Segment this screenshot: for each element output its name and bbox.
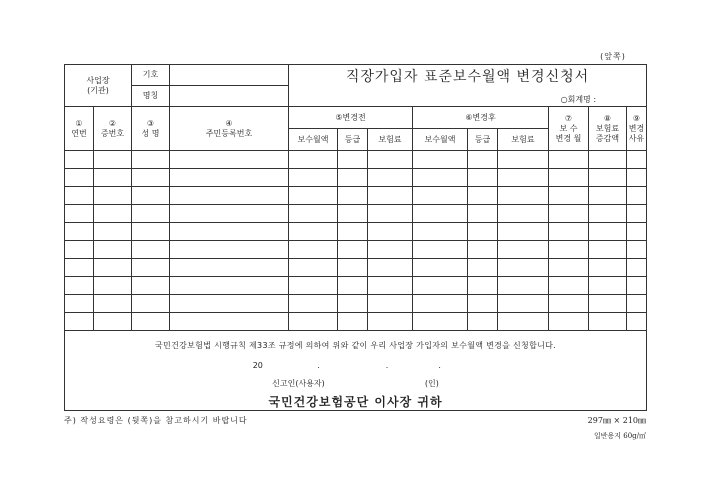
col-reason-label: 변경사유 [628, 123, 645, 143]
col-name-label: 성 명 [141, 128, 160, 138]
col-premium-num: ⑧ [603, 113, 612, 123]
entry-cell[interactable] [65, 205, 94, 223]
entry-cell[interactable] [627, 151, 647, 169]
entry-cell[interactable] [468, 259, 498, 277]
entry-cell[interactable] [65, 241, 94, 259]
name-field[interactable] [170, 86, 289, 107]
entry-cell[interactable] [338, 259, 368, 277]
entry-cell[interactable] [338, 241, 368, 259]
table-row [65, 205, 647, 223]
meeting-label: ○회계명 : [560, 94, 597, 104]
entry-cell[interactable] [65, 277, 94, 295]
entry-cell[interactable] [338, 295, 368, 313]
entry-cell[interactable] [549, 151, 589, 169]
entry-cell[interactable] [589, 151, 627, 169]
name-label: 명칭 [132, 86, 170, 107]
entry-cell[interactable] [468, 295, 498, 313]
entry-cell[interactable] [627, 241, 647, 259]
entry-cell[interactable] [338, 187, 368, 205]
entry-cell[interactable] [338, 313, 368, 331]
entry-cell[interactable] [549, 241, 589, 259]
entry-cell[interactable] [289, 241, 338, 259]
col-card-header [94, 107, 132, 151]
entry-cell[interactable] [468, 241, 498, 259]
date-dot-3: . [438, 361, 441, 370]
entry-cell[interactable] [170, 313, 289, 331]
entry-cell[interactable] [413, 187, 468, 205]
after-salary-header: 보수월액 [413, 129, 468, 151]
entry-cell[interactable] [549, 313, 589, 331]
entry-cell[interactable] [468, 187, 498, 205]
entry-cell[interactable] [132, 223, 170, 241]
col-name-header [132, 107, 170, 151]
workplace-label-cell [65, 65, 132, 107]
entry-cell[interactable] [368, 313, 413, 331]
entry-cell[interactable] [413, 259, 468, 277]
paper-weight: 일반용지 60g/㎡ [593, 432, 646, 440]
entry-cell[interactable] [289, 205, 338, 223]
entry-cell[interactable] [289, 187, 338, 205]
col-premium-label2: 증감액 [595, 133, 620, 143]
entry-cell[interactable] [413, 169, 468, 187]
col-name-num: ③ [146, 118, 155, 128]
entry-cell[interactable] [498, 277, 549, 295]
entry-cell[interactable] [589, 169, 627, 187]
entry-cell[interactable] [170, 259, 289, 277]
col-seq-label: 연번 [71, 128, 87, 138]
after-grade-header: 등급 [468, 129, 498, 151]
entry-cell[interactable] [368, 259, 413, 277]
date-dot-1: . [317, 361, 320, 370]
entry-cell[interactable] [94, 295, 132, 313]
signer-label: 신고인(사용자) [272, 379, 325, 388]
entry-cell[interactable] [498, 223, 549, 241]
entry-cell[interactable] [170, 187, 289, 205]
entry-cell[interactable] [413, 151, 468, 169]
entry-cell[interactable] [338, 205, 368, 223]
entry-cell[interactable] [498, 151, 549, 169]
workplace-sub-label: (기관) [87, 85, 109, 95]
entry-cell[interactable] [65, 169, 94, 187]
entry-cell[interactable] [170, 151, 289, 169]
entry-cell[interactable] [289, 277, 338, 295]
entry-cell[interactable] [170, 223, 289, 241]
entry-cell[interactable] [132, 313, 170, 331]
entry-rows [65, 151, 647, 331]
entry-cell[interactable] [170, 205, 289, 223]
entry-cell[interactable] [338, 169, 368, 187]
table-row [65, 187, 647, 205]
entry-cell[interactable] [132, 259, 170, 277]
entry-cell[interactable] [132, 187, 170, 205]
entry-cell[interactable] [65, 151, 94, 169]
declaration-text: 국민건강보험법 시행규칙 제33조 규정에 의하여 위와 같이 우리 사업장 가입자의 보수월액 변경을 신청합니다. [155, 341, 556, 350]
entry-cell[interactable] [132, 151, 170, 169]
entry-cell[interactable] [289, 169, 338, 187]
col-month-label2: 변경 월 [555, 133, 582, 143]
table-row [65, 295, 647, 313]
after-premium-header: 보험료 [498, 129, 549, 151]
entry-cell[interactable] [65, 223, 94, 241]
seal-label: (인) [424, 379, 439, 388]
entry-cell[interactable] [589, 277, 627, 295]
table-row [65, 241, 647, 259]
entry-cell[interactable] [94, 169, 132, 187]
entry-cell[interactable] [368, 241, 413, 259]
entry-cell[interactable] [94, 187, 132, 205]
change-request-form [64, 64, 647, 411]
entry-cell[interactable] [338, 277, 368, 295]
col-rrn-header [170, 107, 289, 151]
entry-cell[interactable] [498, 205, 549, 223]
page-side-label: (앞쪽) [600, 52, 626, 61]
entry-cell[interactable] [413, 205, 468, 223]
entry-cell[interactable] [170, 241, 289, 259]
table-row [65, 169, 647, 187]
entry-cell[interactable] [368, 187, 413, 205]
entry-cell[interactable] [468, 277, 498, 295]
entry-cell[interactable] [468, 151, 498, 169]
table-row [65, 223, 647, 241]
entry-cell[interactable] [589, 205, 627, 223]
entry-cell[interactable] [94, 313, 132, 331]
entry-cell[interactable] [170, 169, 289, 187]
title-cell [289, 65, 647, 107]
entry-cell[interactable] [94, 205, 132, 223]
entry-cell[interactable] [289, 295, 338, 313]
entry-cell[interactable] [589, 295, 627, 313]
form-title: 직장가입자 표준보수월액 변경신청서 [345, 69, 590, 85]
entry-cell[interactable] [498, 241, 549, 259]
date-dot-2: . [385, 361, 389, 370]
col-premium-label1: 보험료 [595, 123, 620, 133]
entry-cell[interactable] [413, 277, 468, 295]
entry-cell[interactable] [498, 259, 549, 277]
entry-cell[interactable] [289, 223, 338, 241]
entry-cell[interactable] [549, 187, 589, 205]
entry-cell[interactable] [132, 169, 170, 187]
entry-cell[interactable] [589, 313, 627, 331]
declaration-cell [65, 331, 647, 411]
entry-cell[interactable] [338, 151, 368, 169]
code-label: 기호 [132, 65, 170, 86]
entry-cell[interactable] [368, 169, 413, 187]
entry-cell[interactable] [468, 169, 498, 187]
entry-cell[interactable] [468, 313, 498, 331]
col-month-num: ⑦ [564, 113, 573, 123]
signer-line [65, 379, 646, 389]
entry-cell[interactable] [627, 169, 647, 187]
col-card-label: 증번호 [100, 128, 125, 138]
entry-cell[interactable] [368, 277, 413, 295]
entry-cell[interactable] [94, 259, 132, 277]
entry-cell[interactable] [413, 241, 468, 259]
col-before-header: ⑤변경전 [289, 107, 413, 129]
col-card-num: ② [108, 118, 117, 128]
entry-cell[interactable] [413, 295, 468, 313]
entry-cell[interactable] [368, 223, 413, 241]
entry-cell[interactable] [549, 169, 589, 187]
entry-cell[interactable] [413, 313, 468, 331]
col-month-header [549, 107, 589, 151]
entry-cell[interactable] [368, 205, 413, 223]
before-grade-header: 등급 [338, 129, 368, 151]
entry-cell[interactable] [170, 295, 289, 313]
entry-cell[interactable] [94, 277, 132, 295]
date-line [65, 361, 646, 371]
entry-cell[interactable] [498, 187, 549, 205]
col-after-header: ⑥변경후 [413, 107, 549, 129]
entry-cell[interactable] [289, 313, 338, 331]
entry-cell[interactable] [627, 205, 647, 223]
entry-cell[interactable] [289, 151, 338, 169]
entry-cell[interactable] [170, 277, 289, 295]
table-row [65, 151, 647, 169]
col-rrn-num: ④ [225, 118, 233, 128]
entry-cell[interactable] [498, 295, 549, 313]
entry-cell[interactable] [94, 223, 132, 241]
entry-cell[interactable] [549, 295, 589, 313]
table-row [65, 259, 647, 277]
entry-cell[interactable] [65, 313, 94, 331]
entry-cell[interactable] [549, 223, 589, 241]
entry-cell[interactable] [132, 205, 170, 223]
entry-cell[interactable] [94, 151, 132, 169]
table-row [65, 313, 647, 331]
entry-cell[interactable] [589, 259, 627, 277]
recipient: 국민건강보험공단 이사장 귀하 [268, 395, 443, 409]
entry-cell[interactable] [627, 223, 647, 241]
entry-cell[interactable] [468, 205, 498, 223]
entry-cell[interactable] [589, 187, 627, 205]
entry-cell[interactable] [65, 295, 94, 313]
entry-cell[interactable] [338, 223, 368, 241]
entry-cell[interactable] [132, 241, 170, 259]
entry-cell[interactable] [549, 259, 589, 277]
col-month-label1: 보 수 [559, 123, 578, 133]
entry-cell[interactable] [65, 259, 94, 277]
entry-cell[interactable] [132, 295, 170, 313]
entry-cell[interactable] [627, 295, 647, 313]
entry-cell[interactable] [627, 277, 647, 295]
entry-cell[interactable] [368, 295, 413, 313]
entry-cell[interactable] [413, 223, 468, 241]
entry-cell[interactable] [132, 277, 170, 295]
code-field[interactable] [170, 65, 289, 86]
entry-cell[interactable] [549, 277, 589, 295]
entry-cell[interactable] [94, 241, 132, 259]
footnote: 주) 작성요령은 (뒷쪽)을 참고하시기 바랍니다 [64, 416, 248, 425]
col-seq-num: ① [75, 118, 83, 128]
entry-cell[interactable] [65, 187, 94, 205]
before-premium-header: 보험료 [368, 129, 413, 151]
col-reason-header [627, 107, 647, 151]
col-seq-header [65, 107, 94, 151]
col-rrn-label: 주민등록번호 [205, 128, 253, 138]
col-reason-num: ⑨ [632, 113, 641, 123]
entry-cell[interactable] [549, 205, 589, 223]
entry-cell[interactable] [589, 241, 627, 259]
entry-cell[interactable] [468, 223, 498, 241]
paper-size: 297㎜ × 210㎜ [587, 416, 646, 425]
entry-cell[interactable] [289, 259, 338, 277]
entry-cell[interactable] [368, 151, 413, 169]
before-salary-header: 보수월액 [289, 129, 338, 151]
entry-cell[interactable] [627, 259, 647, 277]
entry-cell[interactable] [498, 169, 549, 187]
col-premium-diff-header [589, 107, 627, 151]
date-year-prefix: 20 [252, 361, 263, 370]
entry-cell[interactable] [589, 223, 627, 241]
entry-cell[interactable] [498, 313, 549, 331]
entry-cell[interactable] [627, 313, 647, 331]
workplace-label: 사업장 [86, 75, 110, 85]
table-row [65, 277, 647, 295]
entry-cell[interactable] [627, 187, 647, 205]
